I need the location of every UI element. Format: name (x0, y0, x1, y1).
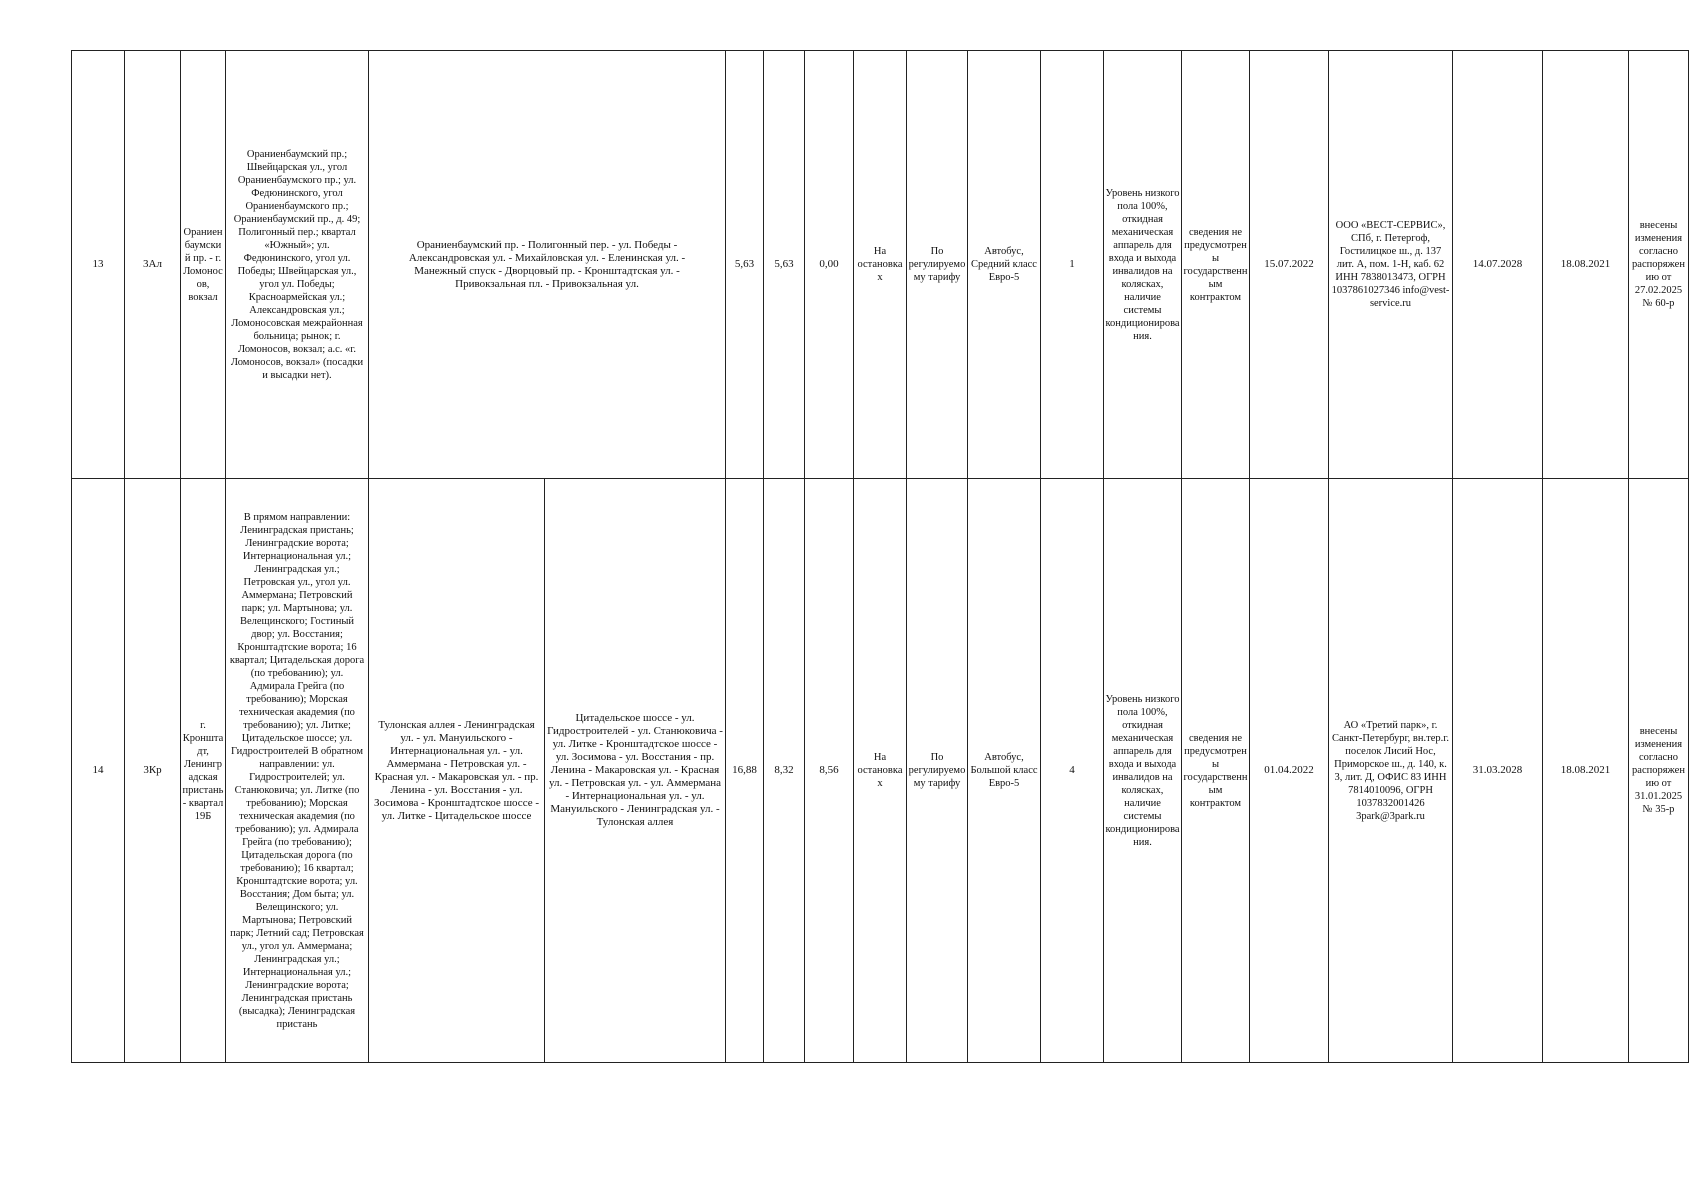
stop-order: На остановках (854, 479, 907, 1063)
end-date: 14.07.2028 (1453, 51, 1543, 479)
route-registry-table (71, 50, 1689, 1063)
row-number: 13 (72, 51, 125, 479)
end-date: 31.03.2028 (1453, 479, 1543, 1063)
notes: внесены изменения согласно распоряжению от 31.01.2025 № 35-р (1629, 479, 1689, 1063)
change-date: 18.08.2021 (1543, 51, 1629, 479)
carrier-info: АО «Третий парк», г. Санкт-Петербург, вн.тер.г. поселок Лисий Нос, Приморское ш., д. 140, к. 3, лит. Д, ОФИС 83 ИНН 7814010096, ОГРН 1037832001426 3park@3park.ru (1329, 479, 1453, 1063)
row-number: 14 (72, 479, 125, 1063)
contract-info: сведения не предусмотрены государственным контрактом (1182, 479, 1250, 1063)
route-stops: Ораниенбаумский пр.; Швейцарская ул., угол Ораниенбаумского пр.; ул. Федюнинского, угол Ораниенбаумского пр.; Ораниенбаумский пр., д. 49; Полигонный пер.; квартал «Южный»; ул. Федюнинского, угол ул. Победы; Швейцарская ул., угол ул. Победы; Красноармейская ул.; Александровская ул.; Ломоносовская межрайонная больница; рынок; г. Ломоносов, вокзал; а.с. «г. Ломоносов, вокзал» (посадки и высадки нет). (226, 51, 369, 479)
vehicle-characteristics: Уровень низкого пола 100%, откидная механическая аппарель для входа и выхода инвалидов на колясках, наличие системы кондиционирования. (1104, 51, 1182, 479)
change-date: 18.08.2021 (1543, 479, 1629, 1063)
route-name: г. Кронштадт, Ленинградская пристань - квартал 19Б (181, 479, 226, 1063)
vehicle-class: Автобус, Средний класс Евро-5 (968, 51, 1041, 479)
notes: внесены изменения согласно распоряжению от 27.02.2025 № 60-р (1629, 51, 1689, 479)
route-streets-forward: Тулонская аллея - Ленинградская ул. - ул. Мануильского - Интернациональная ул. - ул. Аммермана - Петровская ул. - Красная ул. - Макаровская ул. - пр. Ленина - ул. Восстания - ул. Зосимова - Кронштадтское шоссе - ул. Литке - Цитадельское шоссе (369, 479, 545, 1063)
vehicle-count: 1 (1041, 51, 1104, 479)
tariff-type: По регулируемому тарифу (907, 51, 968, 479)
route-length-extra: 8,56 (805, 479, 854, 1063)
route-length-forward: 5,63 (726, 51, 764, 479)
route-length-back: 5,63 (764, 51, 805, 479)
vehicle-count: 4 (1041, 479, 1104, 1063)
vehicle-class: Автобус, Большой класс Евро-5 (968, 479, 1041, 1063)
route-length-back: 8,32 (764, 479, 805, 1063)
route-name: Ораниенбаумский пр. - г. Ломоносов, вокзал (181, 51, 226, 479)
route-stops: В прямом направлении: Ленинградская пристань; Ленинградские ворота; Интернациональная ул.; Ленинградская ул.; Петровская ул., угол ул. Аммермана; Петровский парк; ул. Мартынова; ул. Велещинского; Гостиный двор; ул. Восстания; Кронштадтские ворота; 16 квартал; Цитадельская дорога (по требованию); ул. Адмирала Грейга (по требованию); Морская техническая академия (по требованию); ул. Литке; Цитадельское шоссе; ул. Гидростроителей В обратном направлении: ул. Гидростроителей; ул. Станюковича; ул. Литке (по требованию); Морская техническая академия (по требованию); ул. Адмирала Грейга (по требованию); Цитадельская дорога (по требованию); 16 квартал; Кронштадтские ворота; ул. Восстания; Дом быта; ул. Велещинского; ул. Мартынова; Петровский парк; Летний сад; Петровская ул., угол ул. Аммермана; Ленинградская ул.; Интернациональная ул.; Ленинградские ворота; Ленинградская пристань (высадка); Ленинградская пристань (226, 479, 369, 1063)
start-date: 15.07.2022 (1250, 51, 1329, 479)
vehicle-characteristics: Уровень низкого пола 100%, откидная механическая аппарель для входа и выхода инвалидов на колясках, наличие системы кондиционирования. (1104, 479, 1182, 1063)
route-number: 3Ал (125, 51, 181, 479)
route-length-extra: 0,00 (805, 51, 854, 479)
route-streets: Ораниенбаумский пр. - Полигонный пер. - ул. Победы - Александровская ул. - Михайловская ул. - Еленинская ул. - Манежный спуск - Дворцовый пр. - Кронштадтская ул. - Привокзальная пл. - Привокзальная ул. (369, 51, 726, 479)
contract-info: сведения не предусмотрены государственным контрактом (1182, 51, 1250, 479)
route-length-forward: 16,88 (726, 479, 764, 1063)
carrier-info: ООО «ВЕСТ-СЕРВИС», СПб, г. Петергоф, Гостилицкое ш., д. 137 лит. А, пом. 1-Н, каб. 62 ИНН 7838013473, ОГРН 1037861027346 info@vest-service.ru (1329, 51, 1453, 479)
start-date: 01.04.2022 (1250, 479, 1329, 1063)
route-streets-back: Цитадельское шоссе - ул. Гидростроителей - ул. Станюковича - ул. Литке - Кронштадтское шоссе - ул. Зосимова - ул. Восстания - пр. Ленина - Макаровская ул. - Красная ул. - Петровская ул. - ул. Аммермана - Интернациональная ул. - ул. Мануильского - Ленинградская ул. - Тулонская аллея (545, 479, 726, 1063)
route-number: 3Кр (125, 479, 181, 1063)
stop-order: На остановках (854, 51, 907, 479)
tariff-type: По регулируемому тарифу (907, 479, 968, 1063)
table-row (72, 51, 1689, 479)
table-row (72, 479, 1689, 1063)
